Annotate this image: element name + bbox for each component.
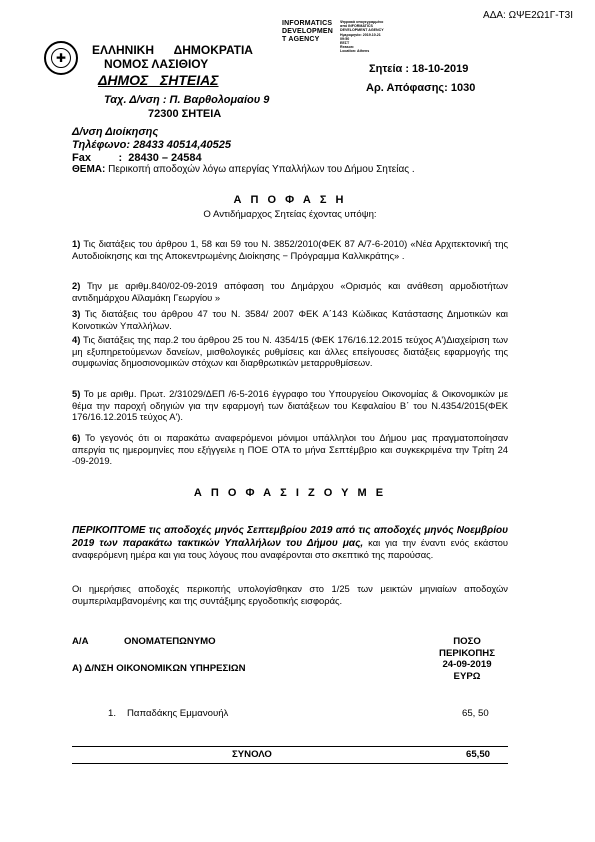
consideration-2 — [72, 280, 508, 303]
signature-stamp-details — [340, 20, 384, 54]
signature-stamp — [282, 20, 333, 44]
fax-number: Fax : 28430 – 24584 — [72, 152, 202, 164]
stamp-detail: Ημερομηνία: 2019.10.21 — [340, 32, 381, 37]
column-name: ΟΝΟΜΑΤΕΠΩΝΥΜΟ — [124, 636, 216, 647]
stamp-detail: DEVELOPMENT AGENCY — [340, 28, 384, 33]
consideration-text: Τις διατάξεις της παρ.2 του άρθρου 25 του Ν. 4354/15 (ΦΕΚ 176/16.12.2015 τεύχος Α')Διαχείριση των μη εξυπηρετούμενων δανείων, μισθολογικές ρυθμίσεις και άλλες επείγουσες διατάξεις εφαρμογής της συμφωνίας δημοσιονομικών στόχων και διαρθρωτικών μεταρρυθμίσεων. — [72, 334, 508, 368]
stamp-detail: ΕΕΣΤ — [340, 41, 350, 46]
stamp-detail: 09:50 — [340, 36, 350, 41]
subject-label: ΘΕΜΑ: — [72, 164, 106, 175]
consideration-number: 5) — [72, 388, 81, 399]
table-row-name: Παπαδάκης Εμμανουήλ — [127, 708, 229, 719]
consideration-3 — [72, 308, 508, 331]
decision-rest-text: και για την έναντι ενός εκάστου αναφερόμενη ημέρα και για τους λόγους που αναφέρονται στο σκεπτικό της παρούσας. — [72, 536, 509, 560]
amount-header-line: 24-09-2019 — [442, 659, 492, 670]
stamp-line: INFORMATICS — [282, 20, 333, 27]
decide-title: Α Π Ο Φ Α Σ Ι Ζ Ο Υ Μ Ε — [193, 487, 387, 499]
consideration-4 — [72, 334, 508, 369]
consideration-text: Την με αριθμ.840/02-09-2019 απόφαση του Δημάρχου «Ορισμός και ανάθεση αρμοδιοτήτων αντιδημάρχου Αϊλαμάκη Γεωργίου » — [72, 280, 508, 303]
column-amount — [426, 636, 508, 682]
stamp-detail: Reason: — [340, 45, 355, 50]
consideration-1 — [72, 238, 508, 261]
document-date: Σητεία : 18-10-2019 — [369, 63, 469, 75]
total-value: 65,50 — [466, 749, 491, 760]
greek-emblem-icon: ✚ — [44, 41, 78, 75]
stamp-line: T AGENCY — [282, 36, 320, 43]
department-name: Δ/νση Διοίκησης — [72, 126, 159, 138]
consideration-number: 1) — [72, 238, 81, 249]
subject-line — [72, 164, 415, 175]
stamp-detail: από INFORMATICS — [340, 24, 373, 29]
table-row-number: 1. — [108, 708, 117, 719]
phone-numbers: Τηλέφωνο: 28433 40514,40525 — [72, 139, 231, 151]
decision-intro: Ο Αντιδήμαρχος Σητείας έχοντας υπόψη: — [203, 209, 377, 220]
consideration-number: 2) — [72, 280, 81, 291]
municipality-name: ΔΗΜΟΣ ΣΗΤΕΙΑΣ — [98, 72, 219, 88]
decision-bold-text: ΠΕΡΙΚΟΠΤΟΜΕ τις αποδοχές μηνός Σεπτεμβρίου 2019 από τις αποδοχές μηνός Νοεμβρίου 2019 των παρακάτω τακτικών Υπαλλήλων του Δήμου μας, — [72, 525, 508, 549]
consideration-number: 6) — [72, 432, 81, 443]
column-aa: Α/Α — [72, 636, 89, 647]
table-row-amount: 65, 50 — [462, 708, 489, 719]
consideration-text: Τις διατάξεις του άρθρου 47 του Ν. 3584/ 2007 ΦΕΚ Α΄143 Κώδικας Κατάστασης Δημοτικών και Κοινοτικών Υπαλλήλων. — [72, 308, 508, 331]
total-top-rule — [72, 746, 508, 747]
ada-code: ΑΔΑ: ΩΨΕ2Ω1Γ-Τ3Ι — [483, 10, 573, 21]
consideration-text: Το γεγονός ότι οι παρακάτω αναφερόμενοι μόνιμοι υπάλληλοι του Δήμου μας πραγματοποίησαν απεργία τις ημερομηνίες που εξήγγειλε η ΠΟΕ ΟΤΑ το μήνα Σεπτέμβριο και συγκεκριμένα την Τρίτη 24 -09-2019. — [72, 432, 509, 466]
consideration-5 — [72, 388, 508, 423]
consideration-number: 3) — [72, 308, 81, 319]
consideration-text: Τις διατάξεις του άρθρου 1, 58 και 59 του Ν. 3852/2010(ΦΕΚ 87 Α/7-6-2010) «Νέα Αρχιτεκτονική της Αυτοδιοίκησης και της Αποκεντρωμένης Διοίκησης − Πρόγραμμα Καλλικράτης» . — [72, 238, 508, 261]
consideration-number: 4) — [72, 334, 81, 345]
decision-body — [72, 524, 508, 561]
total-label: ΣΥΝΟΛΟ — [232, 749, 272, 760]
consideration-text: Το με αριθμ. Πρωτ. 2/31029/ΔΕΠ /6-5-2016 έγγραφο του Υπουργείου Οικονομίας & Οικονομικών με θέμα την παροχή οδηγιών για την εφαρμογή των διατάξεων του Κεφαλαίου Β΄ του Ν.4354/2015(ΦΕΚ 176/16.12.2015 τεύχος Α'). — [72, 388, 508, 422]
stamp-detail: Location: Athens — [340, 49, 370, 54]
prefecture-name: ΝΟΜΟΣ ΛΑΣΙΘΙΟΥ — [104, 57, 209, 71]
subject-text: Περικοπή αποδοχών λόγω απεργίας Υπαλλήλων του Δήμου Σητείας . — [108, 164, 415, 175]
section-label: Α) Δ/ΝΣΗ ΟΙΚΟΝΟΜΙΚΩΝ ΥΠΗΡΕΣΙΩΝ — [72, 663, 246, 674]
decision-title: Α Π Ο Φ Α Σ Η — [233, 194, 347, 206]
address-line-2: 72300 ΣΗΤΕΙΑ — [148, 108, 222, 120]
amount-header-line: ΠΕΡΙΚΟΠΗΣ — [439, 647, 495, 659]
stamp-line: DEVELOPMEN — [282, 28, 334, 35]
amount-header-line: ΕΥΡΩ — [453, 670, 481, 682]
decision-note: Οι ημερήσιες αποδοχές περικοπής υπολογίσθηκαν στο 1/25 των μεικτών μηνιαίων αποδοχών συμπεριλαμβανομένης και της συντάξιμης εργοδοτικής εισφοράς. — [72, 583, 508, 606]
total-bottom-rule — [72, 763, 508, 764]
amount-header-line: ΠΟΣΟ — [453, 636, 481, 647]
decision-number: Αρ. Απόφασης: 1030 — [366, 82, 476, 94]
stamp-detail: Ψηφιακά υπογεγραμμένο — [340, 20, 384, 24]
address-line-1: Ταχ. Δ/νση : Π. Βαρθολομαίου 9 — [104, 94, 270, 106]
country-name: ΕΛΛΗΝΙΚΗ ΔΗΜΟΚΡΑΤΙΑ — [92, 43, 253, 57]
consideration-6 — [72, 432, 508, 467]
